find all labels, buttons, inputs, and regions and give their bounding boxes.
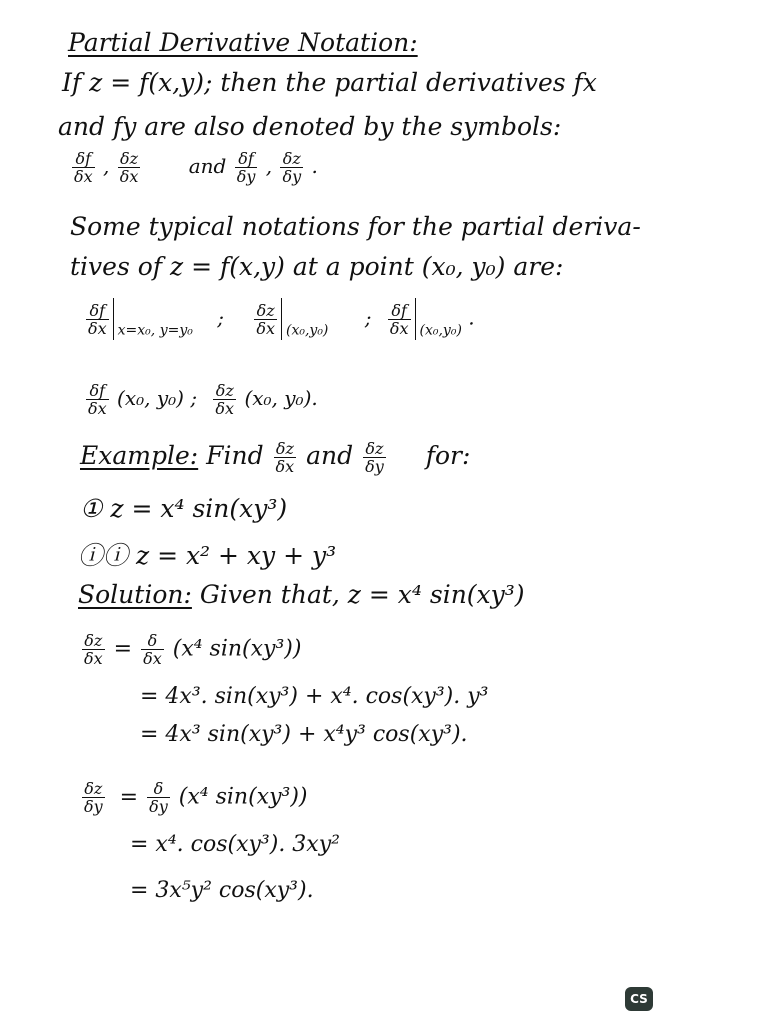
symbol-list-line: $\frac{\delta f}{\delta x}$ , $\frac{\delta z}{\delta x}$ and $\frac{\delta f}{\delta y}$ , $\frac{\delta z}{\delta y}$ . (74, 149, 318, 186)
example-line: Example: Find $\frac{\delta z}{\delta x}$ and $\frac{\delta z}{\delta y}$ for: (80, 439, 471, 476)
symbol-df-dy: $\frac{\delta f}{\delta y}$ (236, 149, 256, 186)
symbol-dz-dy: $\frac{\delta z}{\delta y}$ (282, 149, 302, 186)
notes-title-line (0, 28, 768, 57)
intro-line-1 (0, 68, 768, 97)
function-notation-line: $\frac{\delta f}{\delta x}$ (x₀, y₀) ; $\frac{\delta z}{\delta x}$ (x₀, y₀). (88, 381, 318, 418)
intro-line-2 (0, 112, 768, 141)
typical-line-1 (0, 212, 768, 241)
eval-dz-dx: $\frac{\delta z}{\delta x}$ (256, 300, 275, 338)
partial-x-step-3: = 4x³ sin(xy³) + x⁴y³ cos(xy³). (140, 722, 468, 747)
example-dz-dy: $\frac{\delta z}{\delta y}$ (365, 439, 384, 476)
step-dz-dx: $\frac{\delta z}{\delta x}$ (84, 631, 103, 668)
operator-d-dy: $\frac{\delta}{\delta y}$ (149, 779, 168, 816)
fn-df-dx: $\frac{\delta f}{\delta x}$ (88, 381, 107, 418)
partial-y-step-1: $\frac{\delta z}{\delta y}$ = $\frac{\delta}{\delta y}$ (x⁴ sin(xy³)) (84, 779, 308, 816)
notes-title: Partial Derivative Notation: (68, 28, 418, 57)
evaluated-notation-line: $\frac{\delta f}{\delta x}$ $_{x=x_0, y=y_0}$ ; $\frac{\delta z}{\delta x}$ $_{(x_0,y_0)}$ ; $\frac{\delta f}{\delta x}$ $_{(x_0,y_0)}$ . (0, 298, 768, 340)
example-dz-dx: $\frac{\delta z}{\delta x}$ (275, 439, 295, 476)
eval-df-dx: $\frac{\delta f}{\delta x}$ (88, 300, 107, 338)
partial-y-step-3: = 3x⁵y² cos(xy³). (130, 878, 314, 903)
intro-text-2: and fy are also denoted by the symbols: (58, 112, 562, 141)
symbol-df-dx: $\frac{\delta f}{\delta x}$ (74, 149, 93, 186)
eval-point-b: (x₀,y₀) (285, 322, 329, 339)
typical-line-2 (0, 252, 768, 281)
eval-point-c: (x₀,y₀) (419, 322, 462, 339)
operator-d-dx: $\frac{\delta}{\delta x}$ (143, 631, 162, 668)
solution-line (0, 580, 768, 609)
partial-x-step-2: = 4x³. sin(xy³) + x⁴. cos(xy³). y³ (140, 684, 489, 709)
camscanner-logo: CS (625, 987, 653, 1011)
partial-y-step-2: = x⁴. cos(xy³). 3xy² (130, 832, 340, 857)
typical-text-2: tives of z = f(x,y) at a point (x₀, y₀) are: (70, 252, 564, 281)
example-item-1: ① z = x⁴ sin(xy³) (80, 494, 288, 523)
solution-label: Solution: (78, 580, 192, 609)
eval-df-dx-2: $\frac{\delta f}{\delta x}$ (389, 300, 409, 338)
partial-x-step-1: $\frac{\delta z}{\delta x}$ = $\frac{\delta}{\delta x}$ (x⁴ sin(xy³)) (84, 631, 302, 668)
example-label: Example: (80, 441, 199, 470)
solution-given: Given that, z = x⁴ sin(xy³) (199, 580, 525, 609)
typical-text-1: Some typical notations for the partial deriva- (70, 212, 641, 241)
fn-dz-dx: $\frac{\delta z}{\delta x}$ (215, 381, 235, 418)
example-item-2: ⓘⓘ z = x² + xy + y³ (78, 541, 337, 570)
symbol-dz-dx: $\frac{\delta z}{\delta x}$ (119, 149, 139, 186)
eval-point-a: x=x₀, y=y₀ (117, 322, 193, 339)
intro-text-1: If z = f(x,y); then the partial derivatives fx (62, 68, 597, 97)
step-dz-dy: $\frac{\delta z}{\delta y}$ (84, 779, 103, 816)
